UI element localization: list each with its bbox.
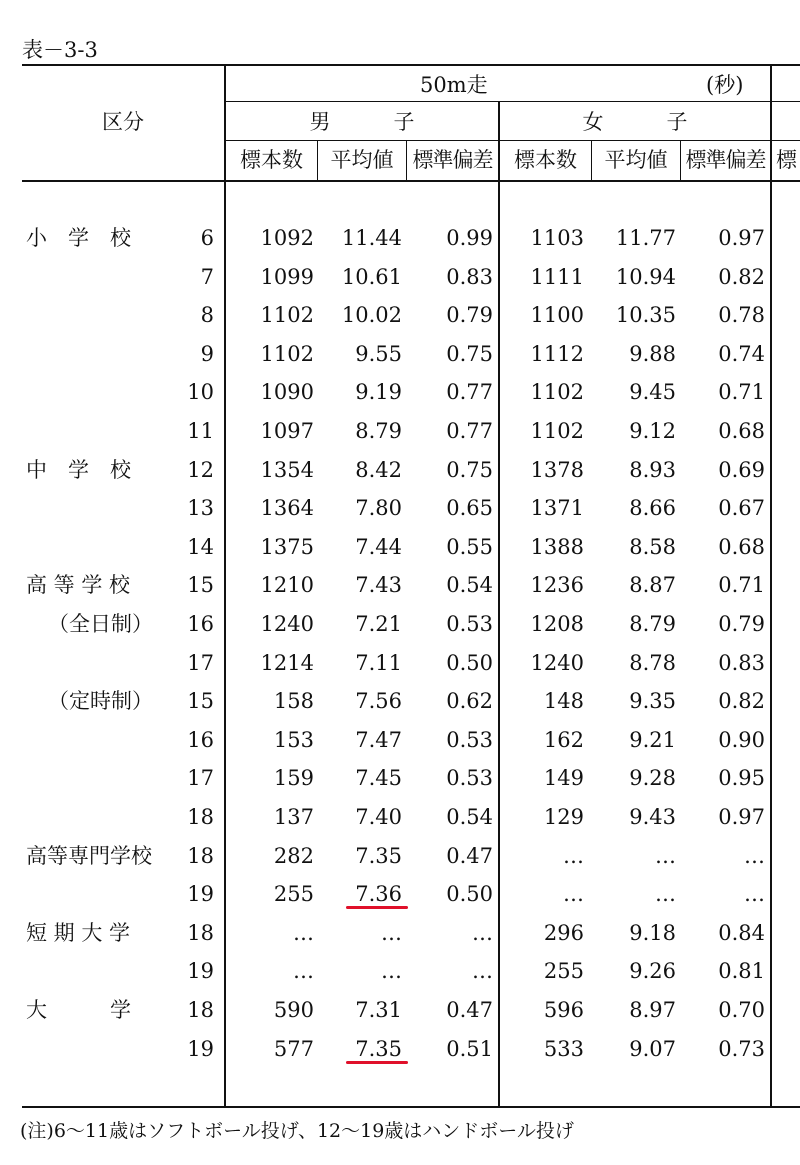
- cell-male-sd: 0.99: [446, 226, 493, 250]
- cell-female-sd: …: [744, 843, 765, 868]
- col-header-male-sd: 標準偏差: [412, 148, 493, 172]
- cell-age: 18: [187, 805, 214, 829]
- cell-female-n: 1102: [530, 419, 584, 443]
- cell-female-n: 1371: [530, 496, 584, 521]
- cell-female-n: 255: [543, 959, 584, 984]
- cell-female-sd: 0.82: [718, 264, 765, 289]
- cell-female-avg: 9.21: [629, 727, 676, 752]
- cell-male-avg: 7.43: [355, 573, 402, 598]
- col-header-female-sd: 標準偏差: [685, 148, 766, 172]
- header-female: 女 子: [582, 110, 688, 134]
- cell-male-n: 159: [273, 766, 314, 791]
- male-female-divider: [498, 101, 500, 1108]
- cell-male-avg: 8.42: [355, 457, 402, 482]
- cell-age: 18: [187, 843, 214, 868]
- cell-male-n: 590: [273, 998, 314, 1022]
- cell-female-n: 1240: [530, 650, 584, 675]
- cell-female-avg: 8.58: [629, 534, 676, 559]
- cell-male-sd: 0.77: [446, 380, 493, 405]
- cell-female-avg: 9.07: [629, 1036, 676, 1061]
- table-top-border: [22, 64, 800, 66]
- cell-male-sd: 0.53: [446, 727, 493, 752]
- cell-male-sd: 0.53: [446, 612, 493, 636]
- cell-female-avg: 10.94: [615, 264, 676, 289]
- cell-group: 短 期 大 学: [26, 920, 131, 945]
- cell-female-sd: 0.67: [718, 496, 765, 521]
- cell-male-avg: 7.35: [355, 1036, 402, 1061]
- cell-male-avg: 8.79: [355, 419, 402, 443]
- cell-age: 19: [187, 882, 214, 907]
- cell-age: 18: [187, 920, 214, 945]
- cell-female-sd: 0.68: [718, 534, 765, 559]
- cell-female-sd: 0.84: [718, 920, 765, 945]
- cell-male-avg: …: [381, 920, 402, 945]
- cell-male-sd: 0.47: [446, 843, 493, 868]
- cell-male-n: 1210: [260, 573, 314, 598]
- cell-male-avg: 10.02: [341, 303, 402, 328]
- cell-age: 8: [200, 303, 214, 328]
- cell-female-sd: 0.71: [718, 380, 765, 405]
- cell-female-avg: 8.79: [629, 612, 676, 636]
- cell-age: 15: [187, 573, 214, 598]
- cell-female-n: 1378: [530, 457, 584, 482]
- cell-group: 大 学: [26, 998, 131, 1022]
- cell-male-avg: 7.45: [355, 766, 402, 791]
- cell-male-avg: 7.47: [355, 727, 402, 752]
- cell-female-sd: 0.81: [718, 959, 765, 984]
- cell-male-sd: 0.55: [446, 534, 493, 559]
- cell-age: 11: [187, 419, 214, 443]
- cell-male-n: 1099: [260, 264, 314, 289]
- col-header-female-n: 標本数: [514, 148, 577, 172]
- cell-male-sd: 0.54: [446, 805, 493, 829]
- cell-female-sd: 0.73: [718, 1036, 765, 1061]
- cell-male-n: 1102: [260, 303, 314, 328]
- cell-female-n: 1208: [530, 612, 584, 636]
- cell-male-n: 255: [273, 882, 314, 907]
- cell-male-n: 1375: [260, 534, 314, 559]
- cell-female-n: 1112: [530, 341, 584, 366]
- cell-female-sd: 0.71: [718, 573, 765, 598]
- cell-female-n: 149: [543, 766, 584, 791]
- cell-female-avg: 9.18: [629, 920, 676, 945]
- cell-group: （定時制）: [48, 689, 153, 714]
- cell-age: 13: [187, 496, 214, 521]
- cell-age: 17: [187, 766, 214, 791]
- cell-female-avg: 8.87: [629, 573, 676, 598]
- cell-male-sd: …: [472, 959, 493, 984]
- cell-male-n: 1364: [260, 496, 314, 521]
- cell-female-avg: 9.45: [629, 380, 676, 405]
- header-bottom-border: [22, 180, 800, 182]
- cell-male-sd: 0.77: [446, 419, 493, 443]
- cell-male-n: …: [293, 920, 314, 945]
- cell-male-n: 1354: [260, 457, 314, 482]
- cell-female-sd: 0.95: [718, 766, 765, 791]
- cell-male-n: 153: [273, 727, 314, 752]
- cell-female-avg: 9.12: [629, 419, 676, 443]
- header-event: 50m走: [420, 73, 488, 97]
- cell-male-avg: 7.35: [355, 843, 402, 868]
- cell-age: 6: [200, 226, 214, 250]
- cell-male-n: 1090: [260, 380, 314, 405]
- cell-female-avg: 9.28: [629, 766, 676, 791]
- cell-female-sd: 0.70: [718, 998, 765, 1022]
- header-unit: (秒): [706, 73, 744, 97]
- cell-male-sd: 0.65: [446, 496, 493, 521]
- cell-female-n: …: [563, 843, 584, 868]
- cell-female-avg: 8.66: [629, 496, 676, 521]
- gender-divider: [226, 140, 800, 141]
- cell-male-avg: 7.56: [355, 689, 402, 714]
- cell-female-sd: 0.69: [718, 457, 765, 482]
- col-header-male-avg: 平均値: [330, 148, 394, 172]
- cell-group: 高 等 学 校: [26, 573, 131, 598]
- cell-female-n: 148: [543, 689, 584, 714]
- cell-female-avg: 9.26: [629, 959, 676, 984]
- cell-age: 19: [187, 1036, 214, 1061]
- cell-male-sd: 0.50: [446, 650, 493, 675]
- col-header-next: 標: [776, 148, 797, 172]
- cell-female-sd: 0.83: [718, 650, 765, 675]
- cell-male-sd: 0.75: [446, 341, 493, 366]
- cell-male-sd: 0.51: [446, 1036, 493, 1061]
- cell-female-sd: 0.82: [718, 689, 765, 714]
- cell-age: 16: [187, 727, 214, 752]
- cell-age: 14: [187, 534, 214, 559]
- cell-female-n: 1102: [530, 380, 584, 405]
- cell-female-sd: 0.97: [718, 226, 765, 250]
- cell-female-n: 596: [543, 998, 584, 1022]
- cell-male-sd: 0.62: [446, 689, 493, 714]
- cell-male-avg: 7.11: [355, 650, 402, 675]
- cell-female-n: 533: [543, 1036, 584, 1061]
- cell-male-avg: …: [381, 959, 402, 984]
- cell-female-sd: 0.74: [718, 341, 765, 366]
- cell-female-avg: 8.97: [629, 998, 676, 1022]
- cell-male-sd: 0.47: [446, 998, 493, 1022]
- cell-female-sd: 0.68: [718, 419, 765, 443]
- cell-male-n: 137: [273, 805, 314, 829]
- col-header-male-n: 標本数: [240, 148, 303, 172]
- cell-group: 中 学 校: [26, 457, 131, 482]
- highlight-underline: [346, 1061, 408, 1064]
- cell-female-avg: 9.88: [629, 341, 676, 366]
- cell-group: （全日制）: [48, 612, 153, 636]
- cell-male-sd: …: [472, 920, 493, 945]
- cell-female-avg: 9.35: [629, 689, 676, 714]
- cell-female-avg: 10.35: [615, 303, 676, 328]
- cell-male-sd: 0.50: [446, 882, 493, 907]
- female-next-divider: [770, 64, 772, 1108]
- cell-female-n: 1103: [530, 226, 584, 250]
- cell-male-n: 158: [273, 689, 314, 714]
- cell-female-n: …: [563, 882, 584, 907]
- cell-male-sd: 0.53: [446, 766, 493, 791]
- cell-female-n: 1111: [530, 264, 584, 289]
- cell-female-sd: 0.78: [718, 303, 765, 328]
- cell-female-avg: …: [655, 843, 676, 868]
- cell-female-n: 296: [543, 920, 584, 945]
- cell-male-avg: 7.36: [355, 882, 402, 907]
- cell-male-sd: 0.83: [446, 264, 493, 289]
- cell-male-sd: 0.54: [446, 573, 493, 598]
- cell-female-n: 129: [543, 805, 584, 829]
- cell-age: 7: [200, 264, 214, 289]
- cell-female-n: 1236: [530, 573, 584, 598]
- cell-female-avg: 9.43: [629, 805, 676, 829]
- cell-male-avg: 10.61: [341, 264, 402, 289]
- header-male: 男 子: [309, 110, 415, 134]
- cell-female-n: 162: [543, 727, 584, 752]
- cell-male-avg: 7.21: [355, 612, 402, 636]
- cell-female-n: 1100: [530, 303, 584, 328]
- cell-female-avg: 8.93: [629, 457, 676, 482]
- cell-male-avg: 7.80: [355, 496, 402, 521]
- cell-female-sd: 0.97: [718, 805, 765, 829]
- cell-male-avg: 7.40: [355, 805, 402, 829]
- cell-male-n: 577: [273, 1036, 314, 1061]
- table-bottom-border: [22, 1106, 800, 1108]
- cell-male-n: …: [293, 959, 314, 984]
- cell-male-n: 1092: [260, 226, 314, 250]
- cell-female-avg: 8.78: [629, 650, 676, 675]
- cell-group: 高等専門学校: [26, 843, 152, 868]
- cell-age: 9: [200, 341, 214, 366]
- header-category: 区分: [102, 110, 144, 134]
- table-note: (注)6～11歳はソフトボール投げ、12～19歳はハンドボール投げ: [20, 1120, 574, 1142]
- cell-female-sd: 0.79: [718, 612, 765, 636]
- table-caption: 表－3-3: [22, 38, 98, 62]
- cell-female-sd: 0.90: [718, 727, 765, 752]
- col-header-female-avg: 平均値: [604, 148, 668, 172]
- cell-male-avg: 7.44: [355, 534, 402, 559]
- highlight-underline: [346, 906, 408, 909]
- cell-age: 18: [187, 998, 214, 1022]
- cell-age: 15: [187, 689, 214, 714]
- cell-male-sd: 0.75: [446, 457, 493, 482]
- cell-male-n: 1214: [260, 650, 314, 675]
- cell-male-avg: 9.55: [355, 341, 402, 366]
- cell-age: 17: [187, 650, 214, 675]
- cell-male-n: 1102: [260, 341, 314, 366]
- cell-age: 12: [187, 457, 214, 482]
- cell-female-sd: …: [744, 882, 765, 907]
- cell-male-avg: 11.44: [341, 226, 402, 250]
- cell-age: 10: [187, 380, 214, 405]
- cell-group: 小 学 校: [26, 226, 131, 250]
- cell-male-sd: 0.79: [446, 303, 493, 328]
- cell-female-avg: 11.77: [615, 226, 676, 250]
- cell-male-n: 1240: [260, 612, 314, 636]
- cell-male-n: 1097: [260, 419, 314, 443]
- cell-male-n: 282: [273, 843, 314, 868]
- cell-male-avg: 7.31: [355, 998, 402, 1022]
- cell-female-avg: …: [655, 882, 676, 907]
- cell-male-avg: 9.19: [355, 380, 402, 405]
- cell-age: 19: [187, 959, 214, 984]
- cell-age: 16: [187, 612, 214, 636]
- event-divider: [226, 101, 800, 102]
- cell-female-n: 1388: [530, 534, 584, 559]
